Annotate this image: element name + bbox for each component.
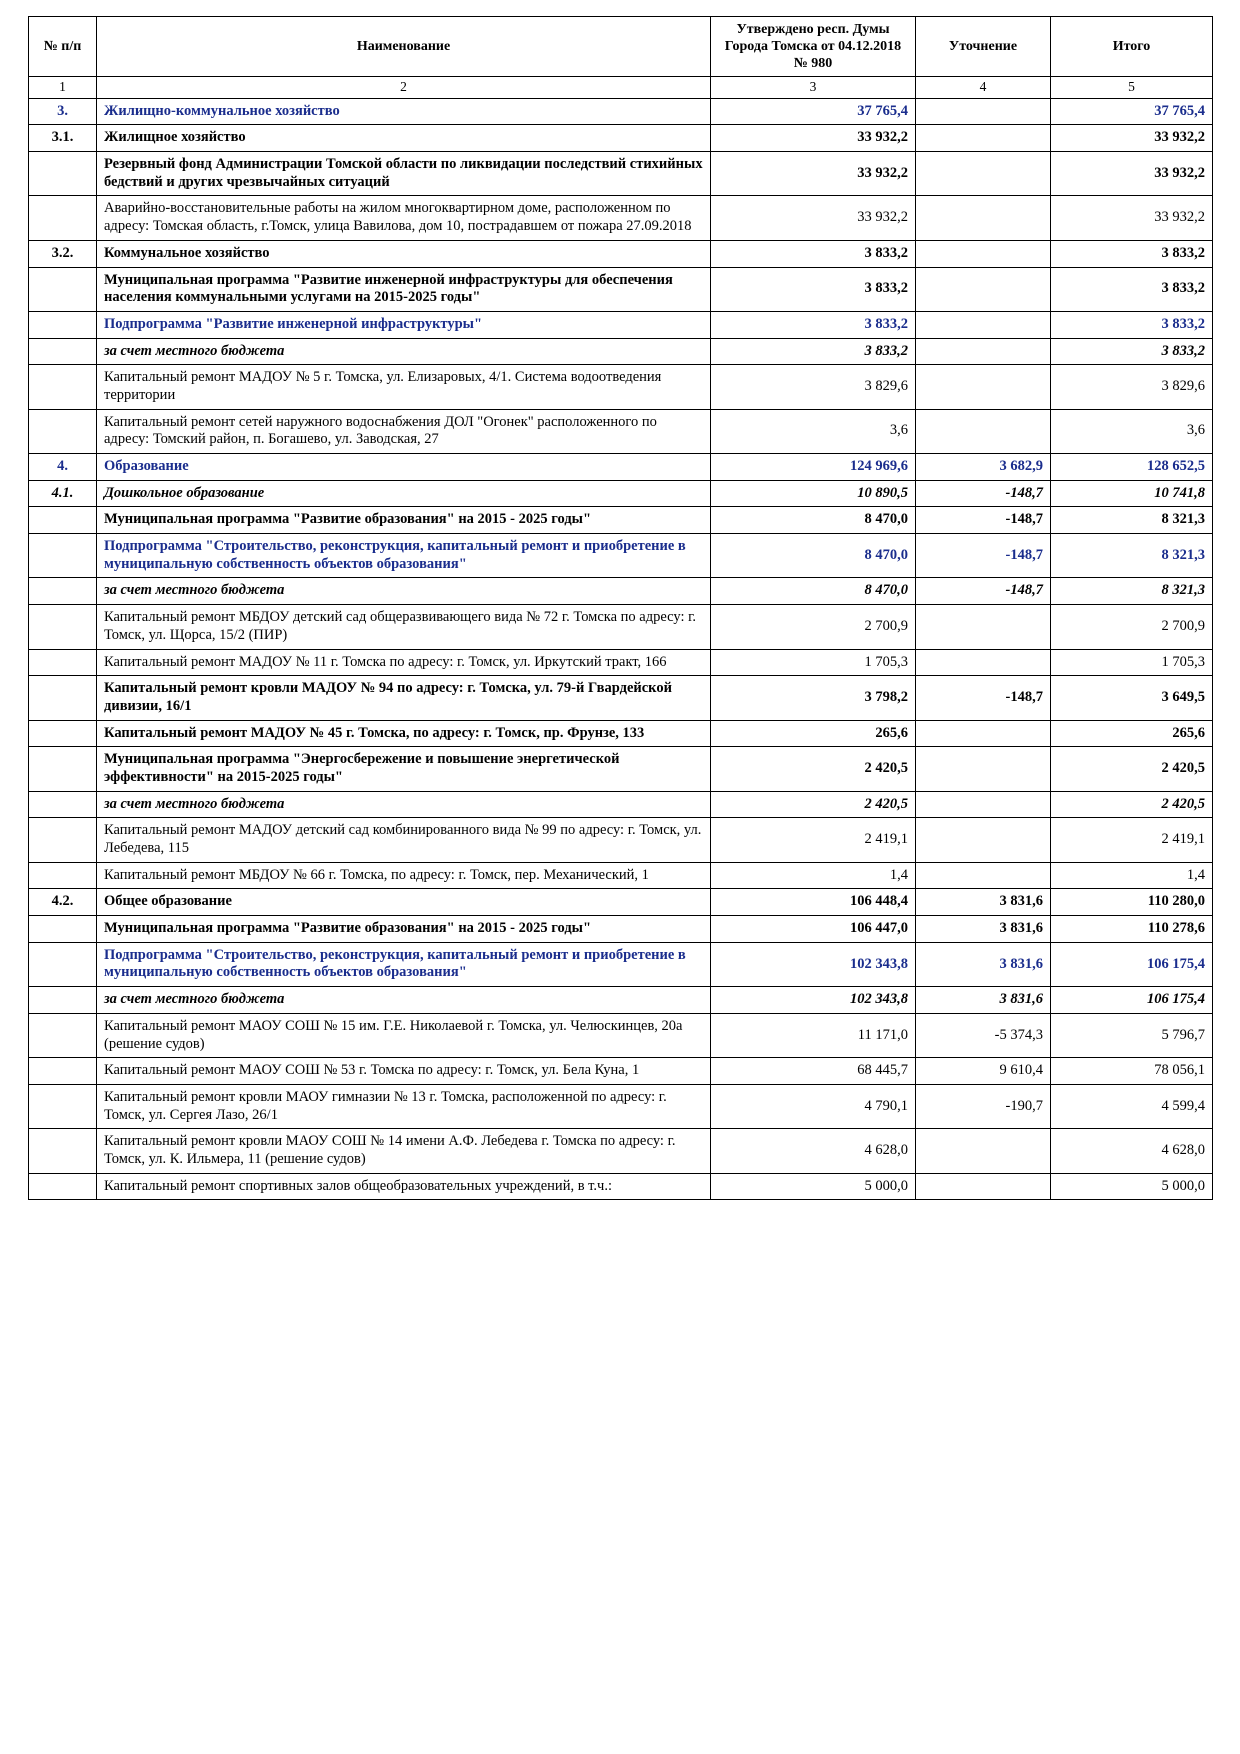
column-number-row [29, 77, 1213, 98]
table-row [29, 916, 1213, 943]
row-total-value: 33 932,2 [1051, 196, 1213, 240]
row-total-value: 3,6 [1051, 409, 1213, 453]
row-total-value: 3 833,2 [1051, 338, 1213, 365]
row-name: Муниципальная программа "Развитие образования" на 2015 - 2025 годы" [97, 507, 711, 534]
table-row [29, 507, 1213, 534]
row-total-value: 8 321,3 [1051, 578, 1213, 605]
row-name: за счет местного бюджета [97, 987, 711, 1014]
table-row [29, 1129, 1213, 1173]
row-index [29, 507, 97, 534]
table-row [29, 454, 1213, 481]
row-name: Капитальный ремонт кровли МАОУ СОШ № 14 имени А.Ф. Лебедева г. Томска по адресу: г. Томск, ул. К. Ильмера, 11 (решение судов) [97, 1129, 711, 1173]
budget-table [28, 16, 1213, 1200]
row-name: Капитальный ремонт МАДОУ № 11 г. Томска по адресу: г. Томск, ул. Иркутский тракт, 166 [97, 649, 711, 676]
row-index [29, 791, 97, 818]
table-row [29, 267, 1213, 311]
row-adjustment-value: -148,7 [916, 534, 1051, 578]
row-adjustment-value: -190,7 [916, 1084, 1051, 1128]
row-total-value: 5 796,7 [1051, 1013, 1213, 1057]
row-name: за счет местного бюджета [97, 791, 711, 818]
row-approved-value: 2 700,9 [711, 605, 916, 649]
row-name: Муниципальная программа "Развитие образования" на 2015 - 2025 годы" [97, 916, 711, 943]
row-adjustment-value: -148,7 [916, 480, 1051, 507]
table-row [29, 1084, 1213, 1128]
row-approved-value: 2 420,5 [711, 791, 916, 818]
row-name: за счет местного бюджета [97, 338, 711, 365]
row-total-value: 265,6 [1051, 720, 1213, 747]
row-adjustment-value [916, 605, 1051, 649]
table-row [29, 987, 1213, 1014]
table-row [29, 196, 1213, 240]
row-index [29, 365, 97, 409]
row-index [29, 747, 97, 791]
row-name: Капитальный ремонт МАДОУ № 5 г. Томска, ул. Елизаровых, 4/1. Система водоотведения территории [97, 365, 711, 409]
row-total-value: 33 932,2 [1051, 152, 1213, 196]
row-adjustment-value [916, 791, 1051, 818]
row-name: за счет местного бюджета [97, 578, 711, 605]
row-approved-value: 3 833,2 [711, 311, 916, 338]
row-name: Капитальный ремонт МАДОУ № 45 г. Томска, по адресу: г. Томск, пр. Фрунзе, 133 [97, 720, 711, 747]
row-index [29, 578, 97, 605]
row-adjustment-value: 3 831,6 [916, 916, 1051, 943]
row-total-value: 37 765,4 [1051, 98, 1213, 125]
row-adjustment-value [916, 1173, 1051, 1200]
table-row [29, 240, 1213, 267]
row-index: 3.2. [29, 240, 97, 267]
header-index: № п/п [29, 17, 97, 77]
row-name: Жилищно-коммунальное хозяйство [97, 98, 711, 125]
row-index [29, 338, 97, 365]
row-approved-value: 33 932,2 [711, 152, 916, 196]
table-row [29, 942, 1213, 986]
column-number-4: 4 [916, 77, 1051, 98]
row-total-value: 2 420,5 [1051, 791, 1213, 818]
row-adjustment-value: 9 610,4 [916, 1058, 1051, 1085]
row-name: Капитальный ремонт МАДОУ детский сад комбинированного вида № 99 по адресу: г. Томск, ул. Лебедева, 115 [97, 818, 711, 862]
table-row [29, 720, 1213, 747]
row-adjustment-value [916, 818, 1051, 862]
row-index [29, 1084, 97, 1128]
row-approved-value: 106 448,4 [711, 889, 916, 916]
row-name: Муниципальная программа "Развитие инженерной инфраструктуры для обеспечения населения коммунальными услугами на 2015-2025 годы" [97, 267, 711, 311]
row-approved-value: 3 833,2 [711, 267, 916, 311]
row-total-value: 2 700,9 [1051, 605, 1213, 649]
row-adjustment-value [916, 240, 1051, 267]
row-adjustment-value: -148,7 [916, 507, 1051, 534]
row-total-value: 4 599,4 [1051, 1084, 1213, 1128]
row-name: Коммунальное хозяйство [97, 240, 711, 267]
row-name: Капитальный ремонт спортивных залов общеобразовательных учреждений, в т.ч.: [97, 1173, 711, 1200]
row-name: Аварийно-восстановительные работы на жилом многоквартирном доме, расположенном по адресу: Томская область, г.Томск, улица Вавилова, дом 10, пострадавшем от пожара 27.09.2018 [97, 196, 711, 240]
table-row [29, 534, 1213, 578]
table-row [29, 409, 1213, 453]
row-approved-value: 3 829,6 [711, 365, 916, 409]
row-adjustment-value [916, 862, 1051, 889]
row-adjustment-value [916, 125, 1051, 152]
row-approved-value: 33 932,2 [711, 196, 916, 240]
row-approved-value: 8 470,0 [711, 578, 916, 605]
row-approved-value: 37 765,4 [711, 98, 916, 125]
row-adjustment-value: -148,7 [916, 676, 1051, 720]
row-total-value: 4 628,0 [1051, 1129, 1213, 1173]
row-total-value: 106 175,4 [1051, 987, 1213, 1014]
row-adjustment-value [916, 98, 1051, 125]
row-index [29, 649, 97, 676]
row-name: Подпрограмма "Строительство, реконструкция, капитальный ремонт и приобретение в муниципальную собственность объектов образования" [97, 534, 711, 578]
row-name: Капитальный ремонт кровли МАОУ гимназии № 13 г. Томска, расположенной по адресу: г. Томск, ул. Сергея Лазо, 26/1 [97, 1084, 711, 1128]
table-row [29, 791, 1213, 818]
row-approved-value: 102 343,8 [711, 987, 916, 1014]
row-approved-value: 3,6 [711, 409, 916, 453]
row-index [29, 1173, 97, 1200]
table-body [29, 98, 1213, 1200]
header-adjustment: Уточнение [916, 17, 1051, 77]
row-index [29, 987, 97, 1014]
row-index: 4. [29, 454, 97, 481]
row-adjustment-value: -5 374,3 [916, 1013, 1051, 1057]
row-total-value: 3 649,5 [1051, 676, 1213, 720]
row-total-value: 3 833,2 [1051, 240, 1213, 267]
row-adjustment-value [916, 365, 1051, 409]
column-number-3: 3 [711, 77, 916, 98]
row-approved-value: 124 969,6 [711, 454, 916, 481]
row-name: Капитальный ремонт МАОУ СОШ № 15 им. Г.Е. Николаевой г. Томска, ул. Челюскинцев, 20а (решение судов) [97, 1013, 711, 1057]
row-total-value: 8 321,3 [1051, 534, 1213, 578]
row-name: Общее образование [97, 889, 711, 916]
row-index [29, 311, 97, 338]
table-row [29, 676, 1213, 720]
table-row [29, 649, 1213, 676]
row-adjustment-value [916, 720, 1051, 747]
row-index [29, 1058, 97, 1085]
row-index [29, 818, 97, 862]
row-name: Образование [97, 454, 711, 481]
row-total-value: 1,4 [1051, 862, 1213, 889]
row-approved-value: 2 419,1 [711, 818, 916, 862]
row-approved-value: 3 798,2 [711, 676, 916, 720]
row-index [29, 720, 97, 747]
row-adjustment-value: 3 682,9 [916, 454, 1051, 481]
row-adjustment-value: 3 831,6 [916, 987, 1051, 1014]
row-approved-value: 11 171,0 [711, 1013, 916, 1057]
row-total-value: 3 833,2 [1051, 311, 1213, 338]
row-index [29, 942, 97, 986]
row-index [29, 916, 97, 943]
row-total-value: 106 175,4 [1051, 942, 1213, 986]
row-index [29, 862, 97, 889]
table-row [29, 578, 1213, 605]
table-row [29, 1013, 1213, 1057]
row-total-value: 10 741,8 [1051, 480, 1213, 507]
column-number-1: 1 [29, 77, 97, 98]
header-name: Наименование [97, 17, 711, 77]
row-name: Капитальный ремонт МБДОУ № 66 г. Томска, по адресу: г. Томск, пер. Механический, 1 [97, 862, 711, 889]
row-adjustment-value [916, 1129, 1051, 1173]
row-index: 3.1. [29, 125, 97, 152]
table-row [29, 818, 1213, 862]
row-index [29, 676, 97, 720]
table-row [29, 311, 1213, 338]
row-approved-value: 1 705,3 [711, 649, 916, 676]
row-total-value: 78 056,1 [1051, 1058, 1213, 1085]
row-approved-value: 2 420,5 [711, 747, 916, 791]
table-row [29, 862, 1213, 889]
row-approved-value: 33 932,2 [711, 125, 916, 152]
row-name: Капитальный ремонт МАОУ СОШ № 53 г. Томска по адресу: г. Томск, ул. Бела Куна, 1 [97, 1058, 711, 1085]
row-adjustment-value [916, 649, 1051, 676]
header-row [29, 17, 1213, 77]
header-total: Итого [1051, 17, 1213, 77]
row-index: 4.1. [29, 480, 97, 507]
row-adjustment-value: 3 831,6 [916, 889, 1051, 916]
table-row [29, 365, 1213, 409]
table-row [29, 152, 1213, 196]
row-total-value: 2 419,1 [1051, 818, 1213, 862]
row-name: Капитальный ремонт МБДОУ детский сад общеразвивающего вида № 72 г. Томска по адресу: г. Томск, ул. Щорса, 15/2 (ПИР) [97, 605, 711, 649]
row-total-value: 1 705,3 [1051, 649, 1213, 676]
row-adjustment-value: -148,7 [916, 578, 1051, 605]
row-name: Капитальный ремонт кровли МАДОУ № 94 по адресу: г. Томска, ул. 79-й Гвардейской дивизии, 16/1 [97, 676, 711, 720]
row-name: Жилищное хозяйство [97, 125, 711, 152]
row-approved-value: 3 833,2 [711, 240, 916, 267]
row-total-value: 33 932,2 [1051, 125, 1213, 152]
row-index: 4.2. [29, 889, 97, 916]
table-row [29, 605, 1213, 649]
row-index [29, 534, 97, 578]
row-adjustment-value [916, 152, 1051, 196]
row-adjustment-value [916, 196, 1051, 240]
row-total-value: 110 278,6 [1051, 916, 1213, 943]
row-index [29, 605, 97, 649]
row-name: Подпрограмма "Развитие инженерной инфраструктуры" [97, 311, 711, 338]
row-adjustment-value [916, 409, 1051, 453]
row-adjustment-value [916, 267, 1051, 311]
row-index [29, 152, 97, 196]
row-approved-value: 5 000,0 [711, 1173, 916, 1200]
table-row [29, 125, 1213, 152]
row-total-value: 5 000,0 [1051, 1173, 1213, 1200]
row-name: Капитальный ремонт сетей наружного водоснабжения ДОЛ "Огонек" расположенного по адресу: Томский район, п. Богашево, ул. Заводская, 27 [97, 409, 711, 453]
row-approved-value: 102 343,8 [711, 942, 916, 986]
table-row [29, 1173, 1213, 1200]
row-approved-value: 4 790,1 [711, 1084, 916, 1128]
table-row [29, 98, 1213, 125]
column-number-2: 2 [97, 77, 711, 98]
row-index [29, 1013, 97, 1057]
row-index [29, 267, 97, 311]
row-index [29, 1129, 97, 1173]
table-row [29, 1058, 1213, 1085]
row-index [29, 409, 97, 453]
row-approved-value: 10 890,5 [711, 480, 916, 507]
row-name: Дошкольное образование [97, 480, 711, 507]
table-row [29, 889, 1213, 916]
row-adjustment-value [916, 338, 1051, 365]
table-row [29, 480, 1213, 507]
row-adjustment-value: 3 831,6 [916, 942, 1051, 986]
row-approved-value: 68 445,7 [711, 1058, 916, 1085]
row-total-value: 128 652,5 [1051, 454, 1213, 481]
row-approved-value: 8 470,0 [711, 534, 916, 578]
row-index [29, 196, 97, 240]
row-total-value: 3 829,6 [1051, 365, 1213, 409]
row-approved-value: 106 447,0 [711, 916, 916, 943]
row-approved-value: 3 833,2 [711, 338, 916, 365]
row-total-value: 110 280,0 [1051, 889, 1213, 916]
row-index: 3. [29, 98, 97, 125]
row-approved-value: 8 470,0 [711, 507, 916, 534]
row-name: Муниципальная программа "Энергосбережение и повышение энергетической эффективности" на 2015-2025 годы" [97, 747, 711, 791]
row-adjustment-value [916, 311, 1051, 338]
row-total-value: 3 833,2 [1051, 267, 1213, 311]
row-total-value: 8 321,3 [1051, 507, 1213, 534]
row-adjustment-value [916, 747, 1051, 791]
row-approved-value: 265,6 [711, 720, 916, 747]
row-name: Резервный фонд Администрации Томской области по ликвидации последствий стихийных бедствий и других чрезвычайных ситуаций [97, 152, 711, 196]
table-head [29, 17, 1213, 99]
header-approved: Утверждено респ. Думы Города Томска от 04.12.2018 № 980 [711, 17, 916, 77]
table-row [29, 747, 1213, 791]
row-approved-value: 4 628,0 [711, 1129, 916, 1173]
row-total-value: 2 420,5 [1051, 747, 1213, 791]
row-name: Подпрограмма "Строительство, реконструкция, капитальный ремонт и приобретение в муниципальную собственность объектов образования" [97, 942, 711, 986]
table-row [29, 338, 1213, 365]
row-approved-value: 1,4 [711, 862, 916, 889]
column-number-5: 5 [1051, 77, 1213, 98]
